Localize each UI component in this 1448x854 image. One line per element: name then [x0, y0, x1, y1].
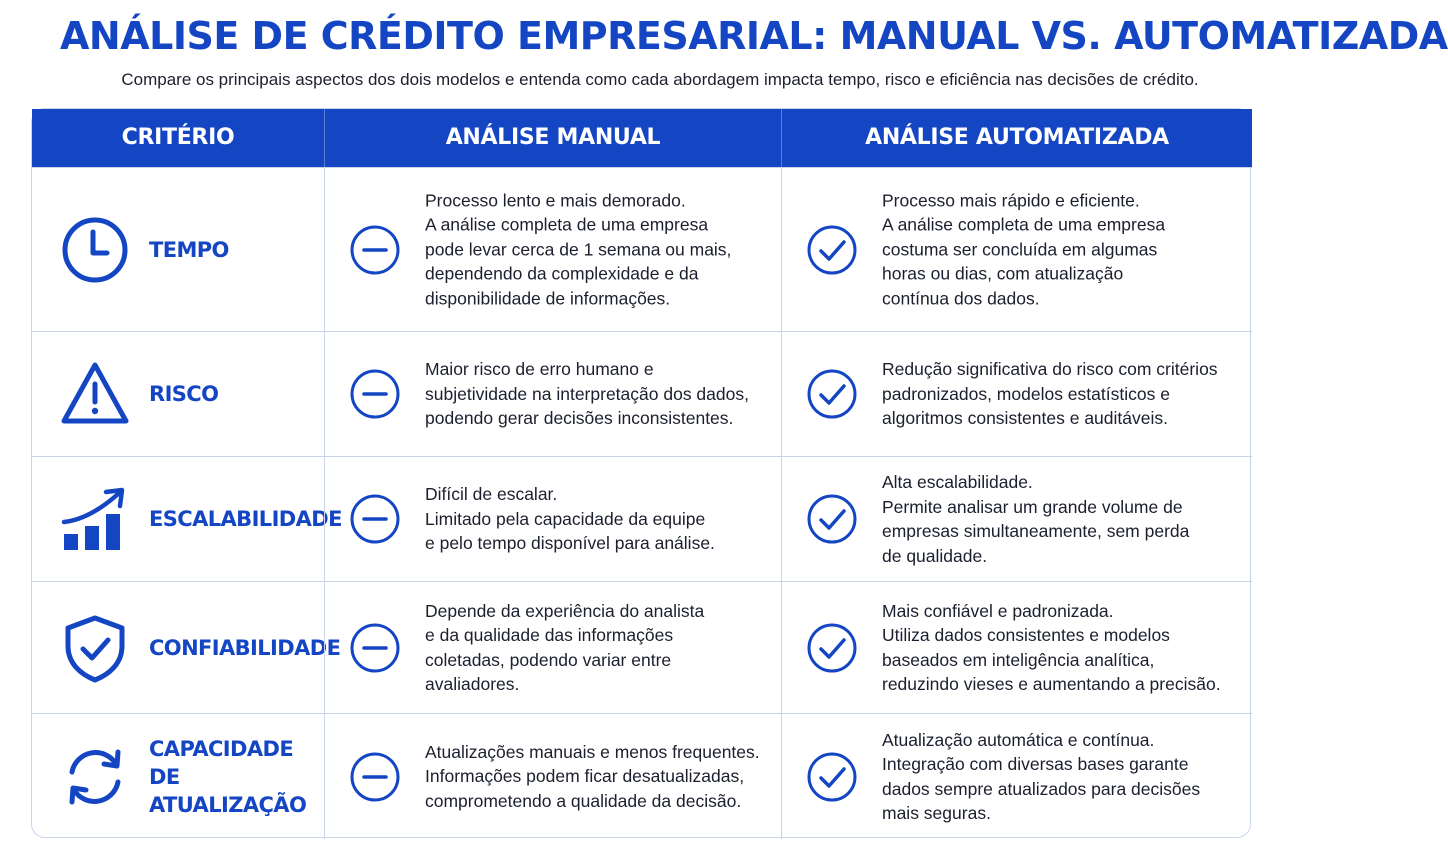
- criterion-cell: [32, 332, 324, 456]
- manual-cell: [324, 457, 781, 581]
- page-title: ANÁLISE DE CRÉDITO EMPRESARIAL: MANUAL VS. AUTOMATIZADA: [60, 14, 1448, 58]
- manual-description: Difícil de escalar. Limitado pela capacidade da equipe e pelo tempo disponível para análise.: [425, 484, 715, 554]
- minus-circle-icon: [349, 368, 401, 420]
- table-header: [32, 109, 1252, 167]
- table-row-risco: [32, 331, 1252, 456]
- automated-description: Atualização automática e contínua. Integração com diversas bases garante dados sempre atualizados para decisões mais seguras.: [882, 729, 1201, 824]
- header-manual: ANÁLISE MANUAL: [324, 109, 781, 167]
- criterion-label: ESCALABILIDADE: [149, 507, 342, 531]
- criterion-cell: [32, 457, 342, 581]
- clock-icon: [60, 215, 130, 285]
- manual-description: Maior risco de erro humano e subjetividade na interpretação dos dados, podendo gerar decisões inconsistentes.: [425, 359, 749, 429]
- automated-description: Processo mais rápido e eficiente. A análise completa de uma empresa costuma ser concluída em algumas horas ou dias, com atualização contínua dos dados.: [882, 190, 1166, 309]
- automated-cell: [781, 457, 1252, 581]
- refresh-icon: [60, 742, 130, 812]
- automated-description: Redução significativa do risco com critérios padronizados, modelos estatísticos e algoritmos consistentes e auditáveis.: [882, 359, 1218, 429]
- shield-check-icon: [60, 613, 130, 683]
- automated-cell: [781, 332, 1252, 456]
- manual-cell: [324, 582, 781, 713]
- criterion-label: CAPACIDADE DE ATUALIZAÇÃO: [149, 736, 307, 817]
- manual-cell: [324, 332, 781, 456]
- check-circle-icon: [806, 493, 858, 545]
- table-row-escalabilidade: [32, 456, 1252, 581]
- minus-circle-icon: [349, 751, 401, 803]
- automated-cell: [781, 714, 1252, 839]
- criterion-label: CONFIABILIDADE: [149, 635, 341, 660]
- manual-cell: [324, 714, 781, 839]
- comparison-table: [31, 108, 1251, 838]
- manual-cell: [324, 168, 781, 331]
- automated-cell: [781, 168, 1252, 331]
- table-row-atualizacao: [32, 713, 1252, 839]
- minus-circle-icon: [349, 224, 401, 276]
- automated-cell: [781, 582, 1252, 713]
- manual-description: Depende da experiência do analista e da qualidade das informações coletadas, podendo variar entre avaliadores.: [425, 600, 705, 695]
- criterion-label: RISCO: [149, 382, 219, 406]
- check-circle-icon: [806, 622, 858, 674]
- automated-description: Mais confiável e padronizada. Utiliza dados consistentes e modelos baseados em inteligência analítica, reduzindo vieses e aumentando a precisão.: [882, 600, 1221, 695]
- table-row-tempo: [32, 167, 1252, 331]
- automated-description: Alta escalabilidade. Permite analisar um grande volume de empresas simultaneamente, sem perda de qualidade.: [882, 471, 1190, 566]
- criterion-label: TEMPO: [149, 237, 229, 262]
- page-subtitle: Compare os principais aspectos dos dois modelos e entenda como cada abordagem impacta tempo, risco e eficiência nas decisões de crédito.: [121, 70, 1199, 89]
- growth-chart-icon: [60, 484, 130, 554]
- minus-circle-icon: [349, 622, 401, 674]
- header-criterion: CRITÉRIO: [121, 125, 235, 150]
- manual-description: Processo lento e mais demorado. A análise completa de uma empresa pode levar cerca de 1 semana ou mais, dependendo da complexidade e da disponibilidade de informações.: [425, 190, 732, 309]
- criterion-cell: [32, 582, 341, 713]
- criterion-cell: [32, 168, 324, 331]
- check-circle-icon: [806, 751, 858, 803]
- manual-description: Atualizações manuais e menos frequentes. Informações podem ficar desatualizadas, comprometendo a qualidade da decisão.: [425, 741, 760, 811]
- criterion-cell: [32, 714, 324, 839]
- warning-icon: [60, 359, 130, 429]
- header-automated: ANÁLISE AUTOMATIZADA: [781, 109, 1252, 167]
- minus-circle-icon: [349, 493, 401, 545]
- check-circle-icon: [806, 224, 858, 276]
- table-row-confiabilidade: [32, 581, 1252, 713]
- check-circle-icon: [806, 368, 858, 420]
